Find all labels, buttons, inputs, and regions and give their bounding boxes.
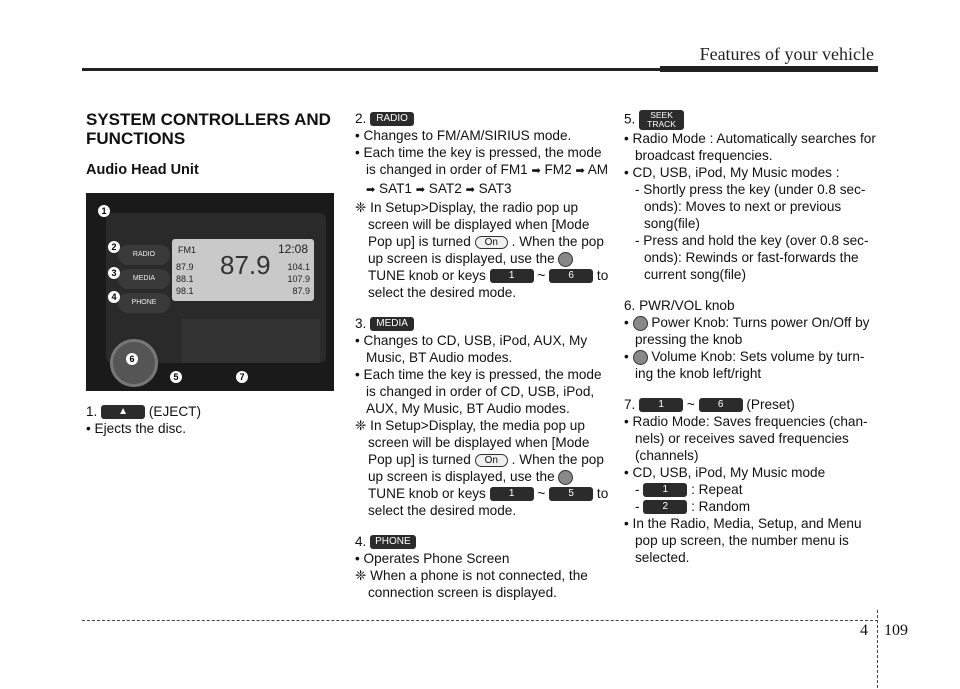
- footer-rule: [82, 620, 878, 621]
- phone-side-button: PHONE: [118, 293, 170, 313]
- random-key: 2: [643, 500, 687, 514]
- seek-sub-1: - Shortly press the key (under 0.8 sec-onds): Moves to next or previous song(file): [635, 182, 866, 231]
- item-4-number: 4.: [355, 534, 367, 549]
- preset-bullet-3: • In the Radio, Media, Setup, and Menu pop up screen, the number menu is selected.: [624, 516, 862, 565]
- volume-knob-icon: [633, 350, 648, 365]
- item-5-heading: [624, 110, 879, 130]
- footer-divider: [877, 610, 878, 688]
- callout-6: 6: [126, 353, 138, 365]
- preset-key-1: 1: [490, 487, 534, 501]
- radio-bullet-1: • Changes to FM/AM/SIRIUS mode.: [355, 128, 572, 143]
- eject-key-icon: ▲: [101, 405, 145, 419]
- seek-bullet-1: • Radio Mode : Automatically searches for broadcast frequencies.: [624, 131, 876, 163]
- tune-knob-icon: [558, 470, 573, 485]
- display-preset-right-2: 107.9: [287, 274, 310, 284]
- radio-bullet-2: • Each time the key is pressed, the mode is changed in order of FM1 ➡ FM2 ➡ AM ➡ SAT1 ➡ SAT2 ➡ SAT3: [355, 145, 609, 196]
- item-2-number: 2.: [355, 111, 367, 126]
- callout-2: 2: [108, 241, 120, 253]
- column-3: [624, 110, 879, 566]
- preset-key-6: 6: [549, 269, 593, 283]
- subsection-title: Audio Head Unit: [86, 162, 199, 178]
- item-5-number: 5.: [624, 111, 636, 127]
- item-7-heading: 7. 1 ~ 6 (Preset): [624, 397, 795, 412]
- section-title: SYSTEM CONTROLLERS AND FUNCTIONS: [86, 110, 331, 148]
- column-1: [86, 110, 334, 437]
- callout-5: 5: [170, 371, 182, 383]
- audio-head-unit-figure: [86, 193, 334, 391]
- seek-bullet-2: • CD, USB, iPod, My Music modes :: [624, 165, 840, 180]
- preset-key-5: 5: [549, 487, 593, 501]
- item-1-heading: [86, 403, 334, 420]
- item-3-number: 3.: [355, 316, 367, 331]
- item-7-number: 7.: [624, 397, 636, 412]
- tune-knob-icon: [558, 252, 573, 267]
- item-1-number: 1.: [86, 404, 98, 419]
- phone-note: ❈ When a phone is not connected, the connection screen is displayed.: [355, 568, 588, 600]
- display-preset-left-1: 87.9: [176, 262, 194, 272]
- column-2: [355, 110, 610, 601]
- callout-4: 4: [108, 291, 120, 303]
- display-clock: 12:08: [277, 242, 308, 256]
- radio-display: [172, 239, 314, 301]
- display-frequency: 87.9: [220, 250, 271, 280]
- radio-key: RADIO: [370, 112, 414, 126]
- preset-bullet-1: • Radio Mode: Saves frequencies (chan-nels) or receives saved frequencies (channels): [624, 414, 868, 463]
- header-rule-accent: [660, 66, 878, 72]
- item-2-heading: [355, 110, 610, 127]
- phone-bullet-1: • Operates Phone Screen: [355, 551, 510, 566]
- media-bullet-2: • Each time the key is pressed, the mode is changed in order of CD, USB, iPod, AUX, My Music, BT Audio modes.: [355, 367, 602, 416]
- callout-1: 1: [98, 205, 110, 217]
- on-toggle-icon: On: [475, 236, 508, 249]
- preset-bullet-2: • CD, USB, iPod, My Music mode: [624, 465, 826, 480]
- power-bullet-2: • Volume Knob: Sets volume by turn-ing the knob left/right: [624, 349, 865, 381]
- random-sub: - 2 : Random: [635, 499, 751, 514]
- display-band: FM1: [178, 245, 196, 255]
- item-7-label: (Preset): [746, 397, 795, 412]
- radio-side-button: RADIO: [118, 245, 170, 265]
- header-title: Features of your vehicle: [699, 44, 874, 64]
- item-4-heading: [355, 533, 610, 550]
- chapter-number: 4: [860, 622, 868, 639]
- media-note: ❈ In Setup>Display, the media pop up screen will be displayed when [Mode Pop up] is turned On . When the pop up screen is displayed, use the TUNE knob or keys 1 ~ 5 to select the desired mode.: [355, 418, 609, 518]
- item-6-heading: 6. PWR/VOL knob: [624, 298, 735, 313]
- repeat-key: 1: [643, 483, 687, 497]
- on-toggle-icon: On: [475, 454, 508, 467]
- phone-key: PHONE: [370, 535, 416, 549]
- repeat-sub: - 1 : Repeat: [635, 482, 743, 497]
- preset-key-6: 6: [699, 398, 743, 412]
- media-key: MEDIA: [370, 317, 414, 331]
- item-1-label: (EJECT): [148, 404, 202, 419]
- media-side-button: MEDIA: [118, 269, 170, 289]
- display-preset-right-1: 104.1: [287, 262, 310, 272]
- display-preset-left-3: 98.1: [176, 286, 194, 296]
- seek-track-key: SEEK TRACK: [639, 110, 684, 130]
- callout-3: 3: [108, 267, 120, 279]
- display-preset-right-3: 87.9: [292, 286, 310, 296]
- seek-sub-2: - Press and hold the key (over 0.8 sec-onds): Rewinds or fast-forwards the current song(file): [635, 233, 869, 282]
- power-bullet-1: • Power Knob: Turns power On/Off by pressing the knob: [624, 315, 870, 347]
- preset-key-1: 1: [490, 269, 534, 283]
- preset-button-row: [182, 319, 320, 363]
- media-bullet-1: • Changes to CD, USB, iPod, AUX, My Music, BT Audio modes.: [355, 333, 588, 365]
- item-3-heading: [355, 315, 610, 332]
- preset-key-1: 1: [639, 398, 683, 412]
- page-number: 109: [884, 622, 908, 639]
- power-knob-icon: [633, 316, 648, 331]
- radio-note: ❈ In Setup>Display, the radio pop up screen will be displayed when [Mode Pop up] is turned On . When the pop up screen is displayed, use the TUNE knob or keys 1 ~ 6 to select the desired mode.: [355, 200, 609, 300]
- callout-7: 7: [236, 371, 248, 383]
- display-preset-left-2: 88.1: [176, 274, 194, 284]
- eject-bullet-1: • Ejects the disc.: [86, 421, 186, 436]
